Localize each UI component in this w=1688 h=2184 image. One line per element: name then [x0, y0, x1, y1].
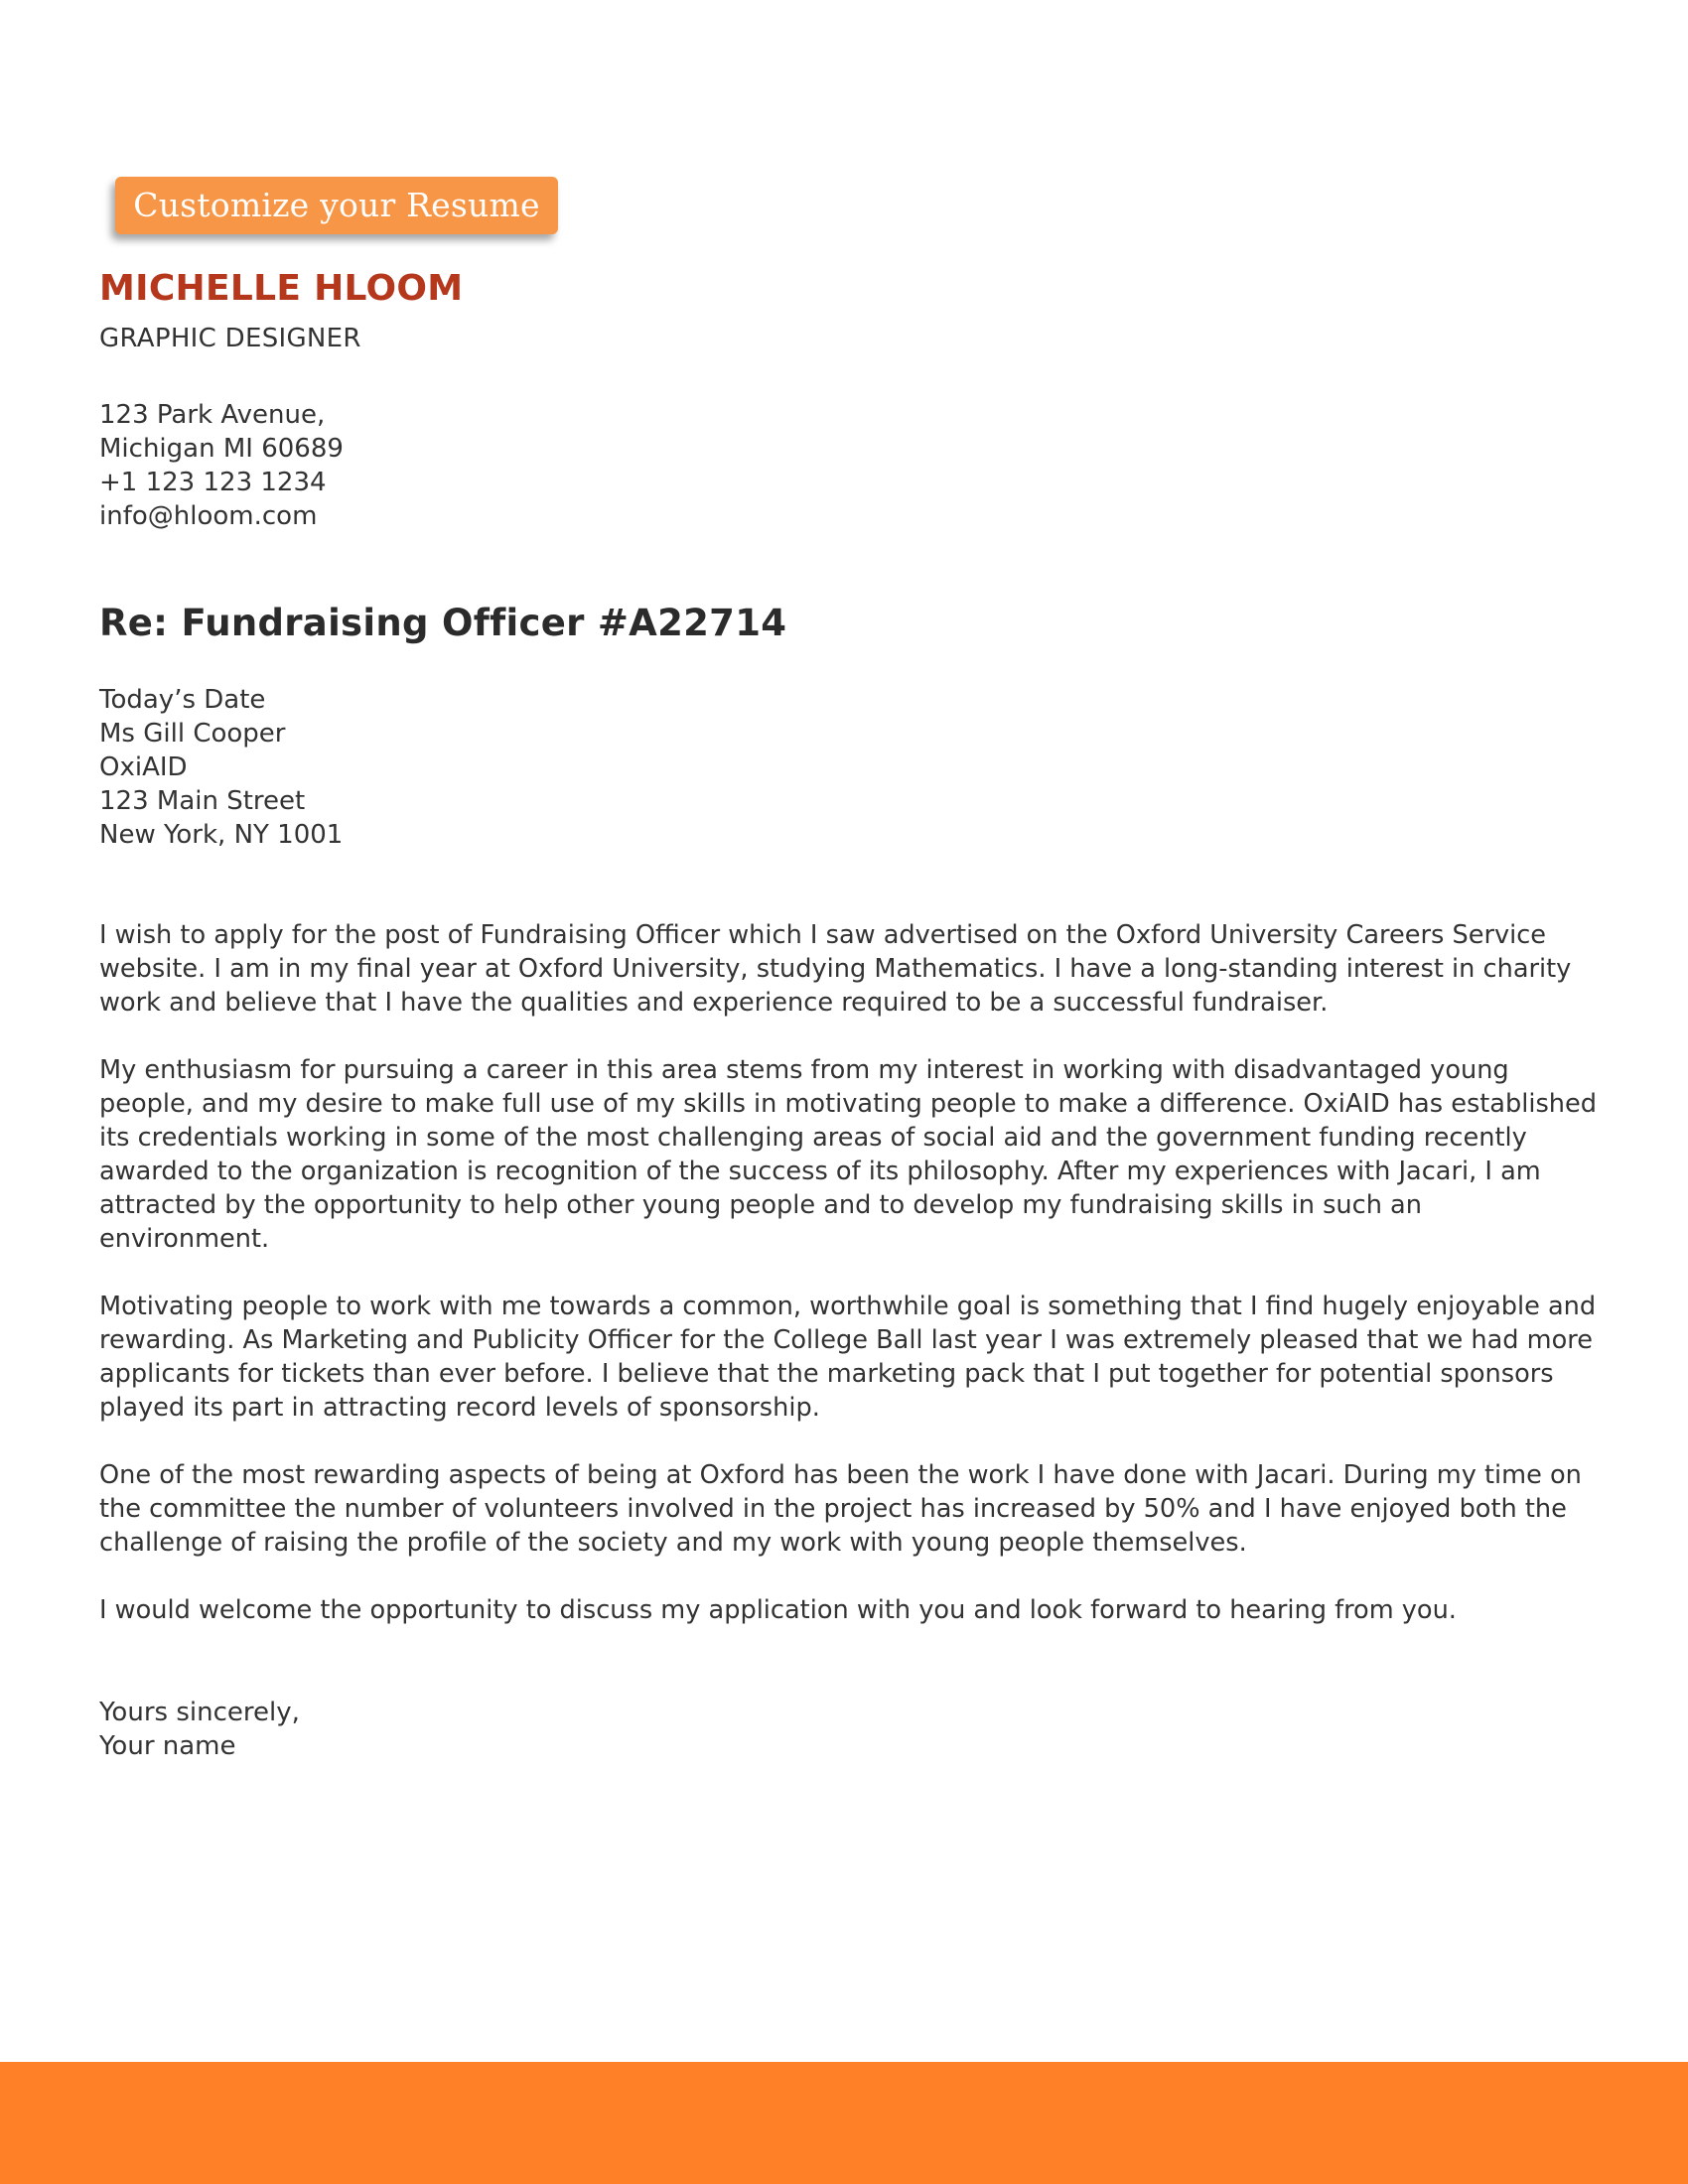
applicant-title: GRAPHIC DESIGNER: [99, 324, 361, 353]
body-paragraph: One of the most rewarding aspects of being at Oxford has been the work I have done with Jacari. During my time on the committee the number of volunteers involved in the project has increased by 50% and I have enjoyed both the challenge of raising the profile of the society and my work with young people themselves.: [99, 1460, 1582, 1558]
footer-bar: [0, 2062, 1688, 2184]
closing-salutation: Yours sincerely,: [99, 1698, 300, 1727]
sender-phone: +1 123 123 1234: [99, 468, 327, 497]
body-paragraph: I wish to apply for the post of Fundraising Officer which I saw advertised on the Oxford University Careers Service website. I am in my final year at Oxford University, studying Mathematics. I have a long-standing interest in charity work and believe that I have the qualities and experience required to be a successful fundraiser.: [99, 920, 1572, 1018]
recipient-company: OxiAID: [99, 752, 188, 782]
closing-signature: Your name: [99, 1731, 236, 1761]
sender-address-line2: Michigan MI 60689: [99, 434, 344, 464]
letter-date: Today’s Date: [99, 685, 266, 715]
sender-email: info@hloom.com: [99, 501, 318, 531]
letter-body: [99, 918, 1599, 1661]
body-paragraph: I would welcome the opportunity to discuss my application with you and look forward to hearing from you.: [99, 1595, 1457, 1625]
recipient-name: Ms Gill Cooper: [99, 719, 286, 749]
recipient-city: New York, NY 1001: [99, 820, 344, 850]
letter-subject: Re: Fundraising Officer #A22714: [99, 602, 787, 644]
sender-address-line1: 123 Park Avenue,: [99, 400, 326, 430]
recipient-street: 123 Main Street: [99, 786, 306, 816]
letter-closing: [99, 1696, 300, 1763]
body-paragraph: Motivating people to work with me towards a common, worthwhile goal is something that I find hugely enjoyable and rewarding. As Marketing and Publicity Officer for the College Ball last year I was extremely pleased that we had more applicants for tickets than ever before. I believe that the marketing pack that I put together for potential sponsors played its part in attracting record levels of sponsorship.: [99, 1292, 1597, 1423]
applicant-name: MICHELLE HLOOM: [99, 268, 464, 309]
body-paragraph: My enthusiasm for pursuing a career in this area stems from my interest in working with disadvantaged young people, and my desire to make full use of my skills in motivating people to make a difference. OxiAID has established its credentials working in some of the most challenging areas of social aid and the government funding recently awarded to the organization is recognition of the success of its philosophy. After my experiences with Jacari, I am attracted by the opportunity to help other young people and to develop my fundraising skills in such an environment.: [99, 1055, 1598, 1254]
customize-resume-button[interactable]: Customize your Resume: [115, 177, 558, 234]
sender-address: [99, 398, 344, 533]
recipient-address: [99, 683, 343, 852]
